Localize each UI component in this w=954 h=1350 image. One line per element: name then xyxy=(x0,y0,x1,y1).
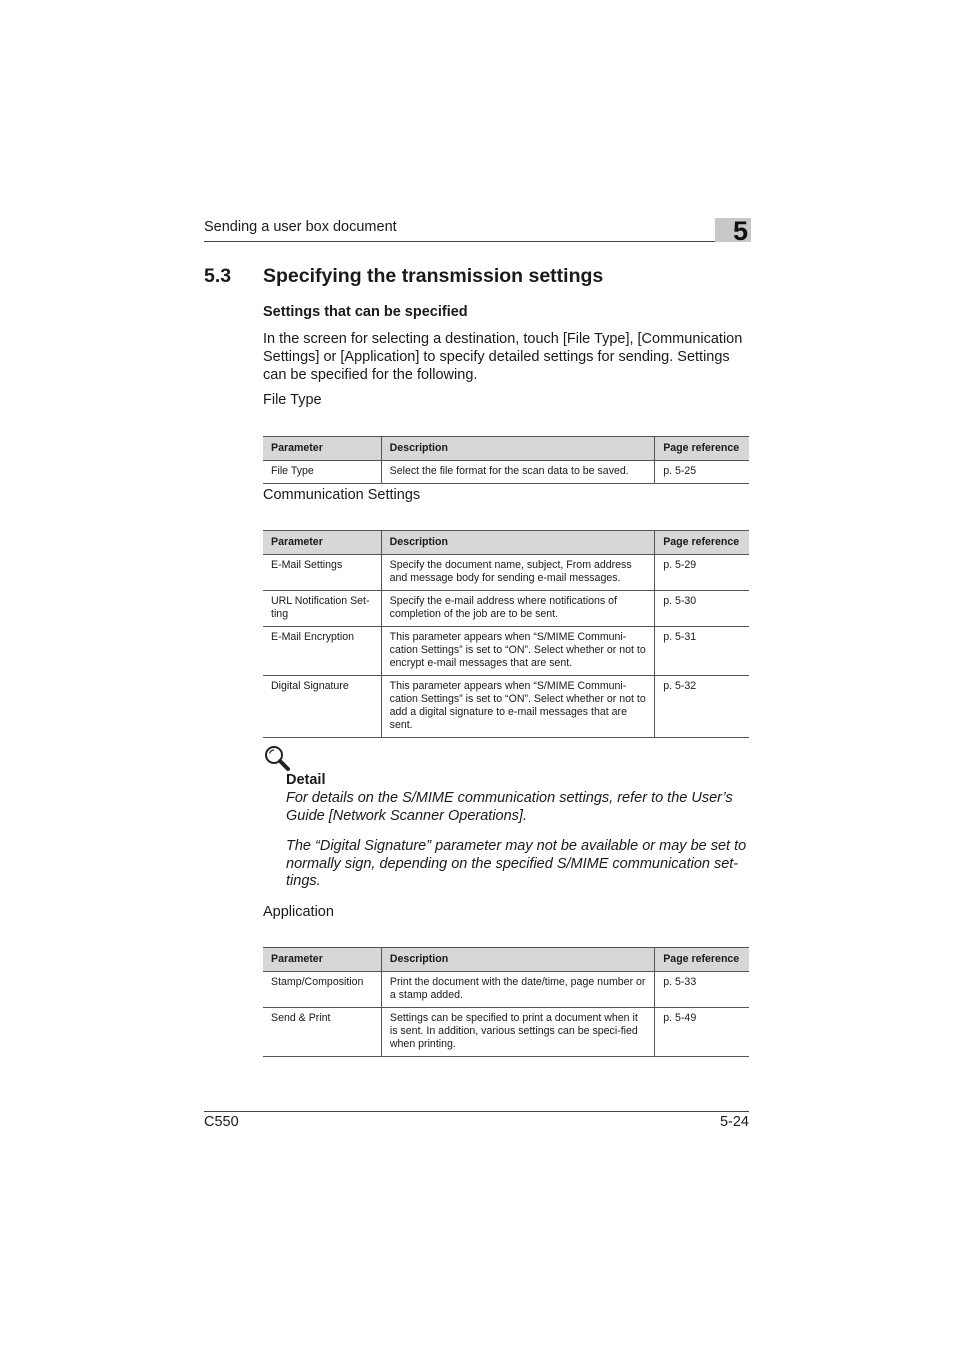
communication-settings-table xyxy=(263,530,749,738)
section-number: 5.3 xyxy=(204,265,232,287)
table-header-row xyxy=(263,531,749,555)
parameter-cell: Send & Print xyxy=(263,1008,381,1057)
parameter-cell: E-Mail Settings xyxy=(263,555,381,591)
page-reference-cell: p. 5-31 xyxy=(655,627,749,676)
table-row xyxy=(263,555,749,591)
parameter-cell: Stamp/Composition xyxy=(263,972,381,1008)
subheading: Settings that can be specified xyxy=(263,304,468,320)
description-cell: Specify the e-mail address where notifications of completion of the job are to be sent. xyxy=(381,591,655,627)
table-row xyxy=(263,972,749,1008)
footer-page-number: 5-24 xyxy=(719,1114,749,1130)
chapter-number: 5 xyxy=(732,216,748,246)
footer-divider xyxy=(204,1111,749,1112)
page-reference-cell: p. 5-49 xyxy=(655,1008,749,1057)
application-label: Application xyxy=(263,904,334,920)
column-header-page-reference: Page reference xyxy=(655,948,749,972)
detail-paragraph: For details on the S/MIME communication settings, refer to the User’s Guide [Network Scanner Operations]. xyxy=(286,790,733,824)
table-row xyxy=(263,627,749,676)
table-header-row xyxy=(263,948,749,972)
column-header-description: Description xyxy=(381,948,654,972)
table-row xyxy=(263,676,749,738)
table-row xyxy=(263,591,749,627)
magnifier-icon xyxy=(263,744,293,774)
footer-model: C550 xyxy=(204,1114,239,1130)
parameter-cell: File Type xyxy=(263,461,381,484)
detail-paragraph: The “Digital Signature” parameter may not be available or may be set to normally sign, depending on the specified S/MIME communication set-tings. xyxy=(286,838,747,889)
description-cell: This parameter appears when “S/MIME Communi-cation Settings” is set to “ON”. Select whether or not to encrypt e-mail messages that are sent. xyxy=(381,627,655,676)
page-reference-cell: p. 5-33 xyxy=(655,972,749,1008)
column-header-parameter: Parameter xyxy=(263,948,381,972)
column-header-parameter: Parameter xyxy=(263,437,381,461)
description-cell: Print the document with the date/time, page number or a stamp added. xyxy=(381,972,654,1008)
page-reference-cell: p. 5-25 xyxy=(655,461,749,484)
column-header-page-reference: Page reference xyxy=(655,437,749,461)
description-cell: Specify the document name, subject, From address and message body for sending e-mail messages. xyxy=(381,555,655,591)
header-divider xyxy=(204,241,749,242)
file-type-table xyxy=(263,436,749,484)
description-cell: Select the file format for the scan data to be saved. xyxy=(381,461,655,484)
table-header-row xyxy=(263,437,749,461)
parameter-cell: E-Mail Encryption xyxy=(263,627,381,676)
description-cell: This parameter appears when “S/MIME Communi-cation Settings” is set to “ON”. Select whether or not to add a digital signature to e-mail messages that are sent. xyxy=(381,676,655,738)
file-type-label: File Type xyxy=(263,392,322,408)
intro-paragraph: In the screen for selecting a destination, touch [File Type], [Communication Settings] or [Application] to specify detailed settings for sending. Settings can be specified for the following. xyxy=(263,331,743,383)
column-header-page-reference: Page reference xyxy=(655,531,749,555)
application-table xyxy=(263,947,749,1057)
running-header: Sending a user box document xyxy=(204,219,397,235)
column-header-parameter: Parameter xyxy=(263,531,381,555)
detail-title: Detail xyxy=(286,772,326,788)
column-header-description: Description xyxy=(381,437,655,461)
table-row xyxy=(263,1008,749,1057)
parameter-cell: Digital Signature xyxy=(263,676,381,738)
section-title: Specifying the transmission settings xyxy=(263,265,604,287)
description-cell: Settings can be specified to print a document when it is sent. In addition, various settings can be speci-fied when printing. xyxy=(381,1008,654,1057)
chapter-tab xyxy=(715,216,751,246)
parameter-cell: URL Notification Set-ting xyxy=(263,591,381,627)
table-row xyxy=(263,461,749,484)
page-reference-cell: p. 5-32 xyxy=(655,676,749,738)
column-header-description: Description xyxy=(381,531,655,555)
page-reference-cell: p. 5-30 xyxy=(655,591,749,627)
page-reference-cell: p. 5-29 xyxy=(655,555,749,591)
communication-settings-label: Communication Settings xyxy=(263,487,421,503)
